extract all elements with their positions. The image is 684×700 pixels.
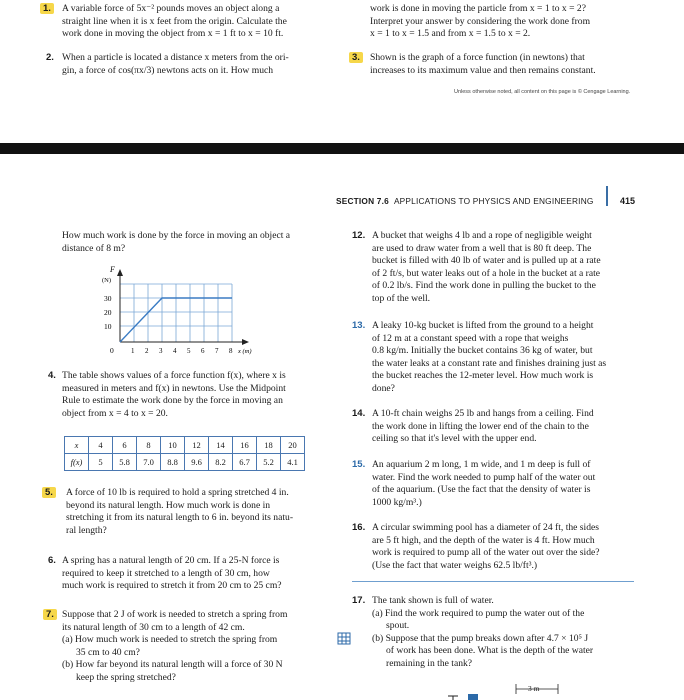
x-tick-label: 5 xyxy=(187,347,191,355)
table-cell: 7.0 xyxy=(137,454,161,471)
problem-5-text xyxy=(66,487,293,537)
text-line: of 12 m at a constant speed with a rope that weighs xyxy=(372,332,569,344)
problem-4-text xyxy=(62,370,286,420)
x-tick-label: 3 xyxy=(159,347,163,355)
text-line: done? xyxy=(372,382,395,394)
problem-15-text xyxy=(372,459,595,509)
problem-7-number: 7. xyxy=(43,609,57,620)
text-line: 1000 kg/m³.) xyxy=(372,496,422,508)
table-cell: 8 xyxy=(137,437,161,454)
x-tick-label: 4 xyxy=(173,347,177,355)
text-line: the work done in lifting the lower end of the chain to the xyxy=(372,420,589,432)
problem-6-text xyxy=(62,555,282,593)
table-cell: 6.7 xyxy=(233,454,257,471)
table-cell: x xyxy=(65,437,89,454)
page-number: 415 xyxy=(620,196,636,206)
text-line: are used to draw water from a well that is 80 ft deep. The xyxy=(372,242,592,254)
text-line: are 5 ft high, and the depth of the water is 4 ft. How much xyxy=(372,534,595,546)
table-cell: 16 xyxy=(233,437,257,454)
table-cell: 6 xyxy=(113,437,137,454)
copyright-credit: Unless otherwise noted, all content on this page is © Cengage Learning. xyxy=(454,89,631,95)
text-line: A bucket that weighs 4 lb and a rope of negligible weight xyxy=(372,230,592,241)
tank-figure xyxy=(440,678,580,700)
text-line: Suppose that 2 J of work is needed to stretch a spring from xyxy=(62,609,288,620)
problem-7-text xyxy=(62,609,287,685)
text-line: The tank shown is full of water. xyxy=(372,595,494,606)
text-line: A variable force of 5x⁻² pounds moves an object along a xyxy=(62,3,280,14)
table-cell: 4.1 xyxy=(281,454,305,471)
table-cell: 5.8 xyxy=(113,454,137,471)
x-tick-label: 7 xyxy=(215,347,219,355)
text-line: (b) How far beyond its natural length will a force of 30 N xyxy=(62,659,283,671)
x-axis-label: x (m) xyxy=(238,348,252,355)
text-line: Shown is the graph of a force function (in newtons) that xyxy=(370,52,585,63)
problem-6-number: 6. xyxy=(48,555,56,566)
x-axis-arrow xyxy=(242,339,249,345)
text-line: the bucket reaches the 12-meter level. How much work is xyxy=(372,370,594,382)
header-rule xyxy=(606,186,608,206)
y-tick-label: 20 xyxy=(104,308,112,317)
problem-14-number: 14. xyxy=(352,408,366,419)
text-line: work done in moving the object from x = 1 ft to x = 10 ft. xyxy=(62,28,284,40)
problem-3-number: 3. xyxy=(349,52,363,63)
problem-17-text xyxy=(372,595,593,671)
text-line: (Use the fact that water weighs 62.5 lb/ft³.) xyxy=(372,559,538,571)
table-row xyxy=(65,454,305,471)
text-line: How much work is done by the force in moving an object a xyxy=(62,230,291,241)
table-cell: 10 xyxy=(161,437,185,454)
table-cell: f(x) xyxy=(65,454,89,471)
section-title: APPLICATIONS TO PHYSICS AND ENGINEERING xyxy=(393,196,594,206)
text-line: increases to its maximum value and then remains constant. xyxy=(370,64,596,76)
text-line: (a) Find the work required to pump the water out of the xyxy=(372,607,585,619)
text-line: required to keep it stretched to a length of 30 cm, how xyxy=(62,567,270,579)
problem-2-continued xyxy=(370,3,590,41)
dimension-label: 3 m xyxy=(528,684,540,693)
problem-1-number: 1. xyxy=(40,3,54,14)
problem-13-number: 13. xyxy=(352,320,366,331)
text-line: measured in meters and f(x) in newtons. Use the Midpoint xyxy=(62,382,286,394)
text-line: of work has been done. What is the depth of the water xyxy=(386,645,594,657)
text-line: A leaky 10-kg bucket is lifted from the ground to a height xyxy=(372,320,594,331)
table-cell: 5.2 xyxy=(257,454,281,471)
text-line: object from x = 4 to x = 20. xyxy=(62,407,168,419)
text-line: work is done in moving the particle from x = 1 to x = 2? xyxy=(370,3,586,14)
x-tick-label: 1 xyxy=(131,347,135,355)
problem-4-number: 4. xyxy=(48,370,56,381)
text-line: of the aquarium. (Use the fact that the density of water is xyxy=(372,484,591,496)
problem-13-text xyxy=(372,320,606,396)
table-cell: 20 xyxy=(281,437,305,454)
text-line: distance of 8 m? xyxy=(62,242,126,254)
text-line: A 10-ft chain weighs 25 lb and hangs from a ceiling. Find xyxy=(372,408,594,419)
spout xyxy=(468,694,478,700)
problem-1-text xyxy=(62,3,287,41)
problem-3-text xyxy=(370,52,596,77)
text-line: its natural length of 30 cm to a length of 42 cm. xyxy=(62,621,245,633)
text-line: of 0.2 lb/s. Find the work done in pulling the bucket to the xyxy=(372,280,596,292)
table-cell: 8.2 xyxy=(209,454,233,471)
text-line: remaining in the tank? xyxy=(386,657,473,669)
text-line: Rule to estimate the work done by the force in moving an xyxy=(62,395,283,407)
text-line: of 2 ft/s, but water leaks out of a hole in the bucket at a rate xyxy=(372,267,601,279)
y-axis-arrow xyxy=(117,269,123,276)
text-line: 35 cm to 40 cm? xyxy=(76,646,140,658)
table-cell: 5 xyxy=(89,454,113,471)
force-table xyxy=(64,436,305,471)
text-line: gin, a force of cos(πx/3) newtons acts on it. How much xyxy=(62,64,274,76)
y-tick-label: 10 xyxy=(104,322,112,331)
table-row xyxy=(65,437,305,454)
x-tick-label: 6 xyxy=(201,347,205,355)
page-divider-bar xyxy=(0,143,684,154)
problem-12-number: 12. xyxy=(352,230,366,241)
table-cell: 8.8 xyxy=(161,454,185,471)
problem-17-number: 17. xyxy=(352,595,366,606)
spreadsheet-icon xyxy=(337,632,351,645)
text-line: keep the spring stretched? xyxy=(76,671,176,683)
text-line: the water leaks at a constant rate and finishes draining just as xyxy=(372,357,607,369)
text-line: x = 1 to x = 1.5 and from x = 1.5 to x = 2. xyxy=(370,28,531,40)
text-line: A circular swimming pool has a diameter of 24 ft, the sides xyxy=(372,522,599,533)
text-line: 0.8 kg/m. Initially the bucket contains 36 kg of water, but xyxy=(372,345,593,357)
y-axis-unit: (N) xyxy=(102,277,112,284)
y-tick-label: 30 xyxy=(104,294,112,303)
problem-separator xyxy=(352,581,634,582)
text-line: much work is required to stretch it from 20 cm to 25 cm? xyxy=(62,580,282,592)
text-line: work is required to pump all of the water out over the side? xyxy=(372,547,600,559)
x-tick-label: 8 xyxy=(229,347,233,355)
problem-16-number: 16. xyxy=(352,522,366,533)
text-line: Interpret your answer by considering the work done from xyxy=(370,15,591,27)
text-line: (a) How much work is needed to stretch the spring from xyxy=(62,634,278,646)
problem-14-text xyxy=(372,408,594,446)
problem-15-number: 15. xyxy=(352,459,366,470)
text-line: When a particle is located a distance x meters from the ori- xyxy=(62,52,289,63)
table-cell: 18 xyxy=(257,437,281,454)
text-line: ral length? xyxy=(66,524,107,536)
origin-label: 0 xyxy=(110,346,114,355)
force-graph xyxy=(96,262,276,362)
problem-16-text xyxy=(372,522,600,572)
problem-2-text xyxy=(62,52,289,77)
text-line: A spring has a natural length of 20 cm. If a 25-N force is xyxy=(62,555,280,566)
table-cell: 4 xyxy=(89,437,113,454)
table-cell: 14 xyxy=(209,437,233,454)
problem-3-question xyxy=(62,230,290,255)
text-line: straight line when it is x feet from the origin. Calculate the xyxy=(62,15,287,27)
text-line: stretching it from its natural length to 6 in. beyond its natu- xyxy=(66,512,294,524)
section-number: SECTION 7.6 xyxy=(336,196,389,206)
table-cell: 12 xyxy=(185,437,209,454)
text-line: spout. xyxy=(386,620,410,632)
text-line: The table shows values of a force function f(x), where x is xyxy=(62,370,286,381)
x-tick-label: 2 xyxy=(145,347,149,355)
problem-5-number: 5. xyxy=(42,487,56,498)
text-line: An aquarium 2 m long, 1 m wide, and 1 m deep is full of xyxy=(372,459,591,470)
text-line: bucket is filled with 40 lb of water and is pulled up at a rate xyxy=(372,255,601,267)
text-line: A force of 10 lb is required to hold a spring stretched 4 in. xyxy=(66,487,289,498)
section-header xyxy=(336,196,594,206)
graph-grid xyxy=(120,284,232,342)
text-line: top of the well. xyxy=(372,292,431,304)
table-cell: 9.6 xyxy=(185,454,209,471)
problem-2-number: 2. xyxy=(46,52,54,63)
text-line: water. Find the work needed to pump half of the water out xyxy=(372,471,596,483)
y-axis-label: F xyxy=(110,265,115,274)
text-line: (b) Suppose that the pump breaks down after 4.7 × 10⁵ J xyxy=(372,632,589,644)
text-line: ceiling so that it's level with the upper end. xyxy=(372,433,537,445)
text-line: beyond its natural length. How much work is done in xyxy=(66,499,271,511)
problem-12-text xyxy=(372,230,601,306)
